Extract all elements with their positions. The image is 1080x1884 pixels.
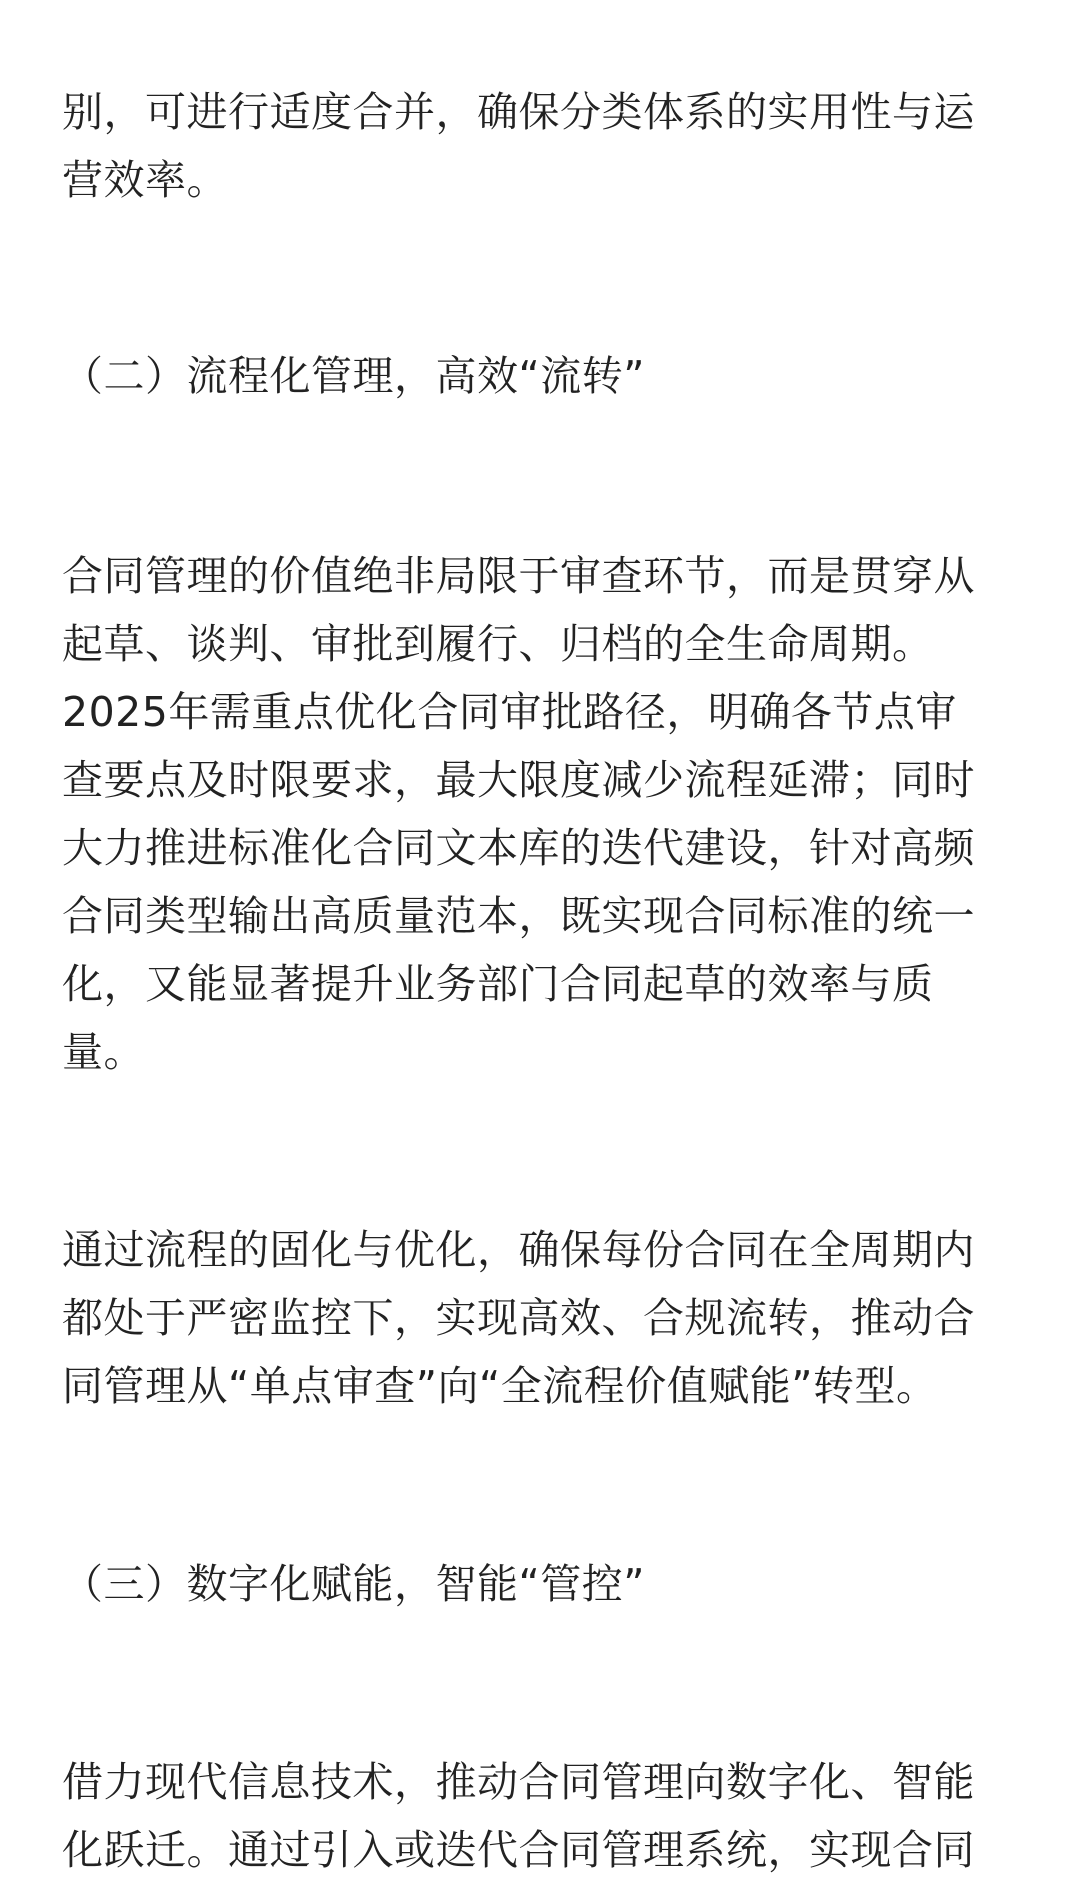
text-line: 都处于严密监控下，实现高效、合规流转，推动合 bbox=[62, 1294, 975, 1342]
section-heading-text: （三）数字化赋能，智能“管控” bbox=[62, 1560, 645, 1608]
text-line: 2025年需重点优化合同审批路径，明确各节点审 bbox=[62, 688, 957, 736]
paragraph-process-management bbox=[62, 542, 1022, 1086]
text-line: 营效率。 bbox=[62, 156, 228, 204]
paragraph-process-summary bbox=[62, 1216, 1022, 1420]
article-body bbox=[62, 78, 1022, 1884]
text-line: 别，可进行适度合并，确保分类体系的实用性与运 bbox=[62, 88, 975, 136]
text-line: 借力现代信息技术，推动合同管理向数字化、智能 bbox=[62, 1758, 975, 1806]
text-line: 化跃迁。通过引入或迭代合同管理系统，实现合同 bbox=[62, 1826, 975, 1874]
paragraph-digital-empowerment bbox=[62, 1748, 1022, 1884]
text-line: 合同类型输出高质量范本，既实现合同标准的统一 bbox=[62, 892, 975, 940]
text-line: 合同管理的价值绝非局限于审查环节，而是贯穿从 bbox=[62, 552, 975, 600]
text-line: 量。 bbox=[62, 1028, 145, 1076]
text-line: 起草、谈判、审批到履行、归档的全生命周期。 bbox=[62, 620, 934, 668]
section-heading-3 bbox=[62, 1550, 1022, 1618]
paragraph-continuation bbox=[62, 78, 1022, 214]
text-line: 同管理从“单点审查”向“全流程价值赋能”转型。 bbox=[62, 1362, 938, 1410]
text-line: 大力推进标准化合同文本库的迭代建设，针对高频 bbox=[62, 824, 975, 872]
section-heading-text: （二）流程化管理，高效“流转” bbox=[62, 352, 645, 400]
text-line: 通过流程的固化与优化，确保每份合同在全周期内 bbox=[62, 1226, 975, 1274]
text-line: 化，又能显著提升业务部门合同起草的效率与质 bbox=[62, 960, 934, 1008]
text-line: 查要点及时限要求，最大限度减少流程延滞；同时 bbox=[62, 756, 975, 804]
section-heading-2 bbox=[62, 342, 1022, 410]
